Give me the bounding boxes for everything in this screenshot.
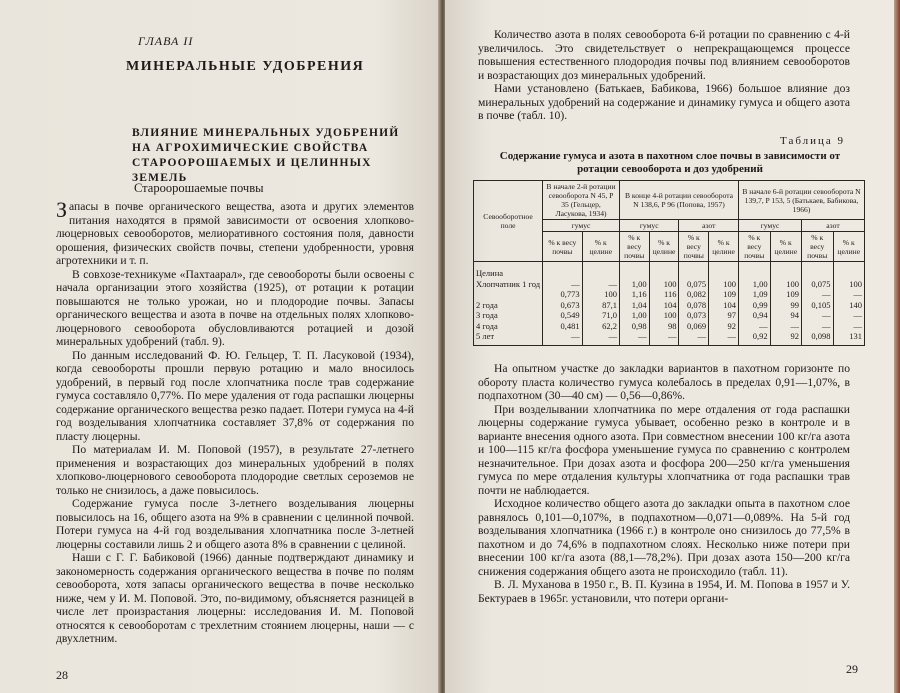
table-cell: 100 xyxy=(649,279,679,290)
group-header-1: В начале 2-й ротации севооборота N 45, P 35 (Гельцер, Ласукова, 1934) xyxy=(543,181,620,220)
table-cell: 71,0 xyxy=(582,310,619,321)
table-cell: 0,773 xyxy=(543,289,583,300)
table-cell: 104 xyxy=(649,300,679,311)
table-cell: — xyxy=(833,310,865,321)
table-cell xyxy=(582,262,619,279)
paragraph-3: На опытном участке до закладки вариантов в пахотном горизонте по обороту пласта количество гумуса колебалось в пределах 0,91—1,07%, в подпахотном (30—40 см) — 0,56—0,86%. xyxy=(478,362,850,402)
table-cell: 0,075 xyxy=(679,279,709,290)
table-label: Таблица 9 xyxy=(780,135,846,147)
table-row xyxy=(474,310,865,321)
humus-header: гумус xyxy=(543,220,620,232)
paragraph-3: По данным исследований Ф. Ю. Гельцер, Т. П. Ласуковой (1934), когда севообороты прошли первую ротацию и мало вносилось удобрений, в первый год после хлопчатника после трав содержание гумуса составляло 0,77%. По мере удаления от года распашки люцерны содержание органического вещества резко падает. Потери гумуса на 4-й год возделывания хлопчатника составляет 37,8% от содержания по пласту люцерны. xyxy=(56,348,414,443)
table-cell xyxy=(543,262,583,279)
table-cell xyxy=(679,262,709,279)
table-cell: 109 xyxy=(770,289,801,300)
table-cell: 0,098 xyxy=(801,331,833,345)
table-cell: 0,073 xyxy=(679,310,709,321)
humus-header: гумус xyxy=(619,220,679,232)
table-body xyxy=(474,262,865,346)
table-cell xyxy=(739,262,771,279)
table-cell: 99 xyxy=(770,300,801,311)
table-cell: 0,92 xyxy=(739,331,771,345)
row-label: Целина xyxy=(474,262,543,279)
stub-header: Севооборотное поле xyxy=(474,181,543,262)
row-label: 3 года xyxy=(474,310,543,321)
pct-weight-header: % к весу почвы xyxy=(543,232,583,262)
table-cell: — xyxy=(619,331,649,345)
right-page xyxy=(445,0,900,693)
table-cell: — xyxy=(739,321,771,332)
table-cell: 100 xyxy=(833,279,865,290)
table-cell: 1,00 xyxy=(619,279,649,290)
table-cell: — xyxy=(649,331,679,345)
table-cell: 0,549 xyxy=(543,310,583,321)
table-cell: 0,075 xyxy=(801,279,833,290)
paragraph-1: Количество азота в полях севооборота 6-й ротации по сравнению с 4-й увеличилось. Это свидетельствует о непрекращающемся процессе повышения естественного плодородия почвы под влиянием севооборотов и возрастающих доз минеральных удобрений. xyxy=(478,28,850,82)
table-cell: 0,98 xyxy=(619,321,649,332)
table-row xyxy=(474,279,865,290)
table-cell: — xyxy=(801,321,833,332)
table-row xyxy=(474,331,865,345)
table-cell: 1,00 xyxy=(739,279,771,290)
table-cell: 62,2 xyxy=(582,321,619,332)
table-row xyxy=(474,289,865,300)
table-9 xyxy=(473,180,865,346)
left-body-text xyxy=(56,197,414,646)
table-cell xyxy=(833,262,865,279)
table-cell: — xyxy=(543,331,583,345)
row-label: Хлопчатник 1 год xyxy=(474,279,543,290)
table-caption: Содержание гумуса и азота в пахотном слое почвы в зависимости от ротации севооборота и доз удобрений xyxy=(499,150,841,175)
paragraph-4: При возделывании хлопчатника по мере отдаления от года распашки люцерны содержание гумуса убывает, особенно резко в контроле и в варианте внесения одного азота. При совместном внесении 100 кг/га азота и 100—115 кг/га фосфора уменьшение гумуса по сравнению с контролем незначительное. При дозах азота и фосфора 200—250 кг/га уменьшения гумуса по мере отдаления культуры хлопчатника от года распашки трав почти не наблюдается. xyxy=(478,402,850,497)
table-cell: 131 xyxy=(833,331,865,345)
nitrogen-header: азот xyxy=(801,220,864,232)
paragraph-1: Запасы в почве органического вещества, азота и других элементов питания находятся в прямой зависимости от освоения хлопково-люцерновых севооборотов, мелиоративного состояния поля, давности орошения, физических свойств почвы, степени удобренности, уровня агротехники и т. п. xyxy=(56,197,414,267)
table-cell: 100 xyxy=(709,279,739,290)
section-title: ВЛИЯНИЕ МИНЕРАЛЬНЫХ УДОБРЕНИЙ НА АГРОХИМИЧЕСКИЕ СВОЙСТВА СТАРООРОШАЕМЫХ И ЦЕЛИННЫХ ЗЕМЕЛЬ xyxy=(132,127,400,184)
table-cell: 100 xyxy=(582,289,619,300)
table-cell: 100 xyxy=(770,279,801,290)
paragraph-5: Исходное количество общего азота до закладки опыта в пахотном слое равнялось 0,101—0,107%, в подпахотном—0,071—0,089%. На 5-й год возделывания хлопчатника (1966 г.) в контроле оно снизилось до 77,5% в пахотном и до 74,6% в подпахотном слоях. Несколько ниже потери при внесении 100 кг/га азота (88,1—78,2%). При дозах азота 150—200 кг/га снижения содержания общего азота не происходило (табл. 11). xyxy=(478,497,850,578)
table-cell: 1,04 xyxy=(619,300,649,311)
table-cell xyxy=(770,262,801,279)
table-cell: 0,105 xyxy=(801,300,833,311)
pct-virgin-header: % к целине xyxy=(582,232,619,262)
row-label: 2 года xyxy=(474,300,543,311)
table-cell: 87,1 xyxy=(582,300,619,311)
paragraph-5: Содержание гумуса после 3-летнего возделывания люцерны повысилось на 16, общего азота на 9% в сравнении с целинной почвой. Потери гумуса на 4-й год возделывания хлопчатника после 3-летней люцерны составили лишь 2 и общего азота 8% в сравнении с целиной. xyxy=(56,497,414,551)
table-cell: 0,082 xyxy=(679,289,709,300)
drop-cap: З xyxy=(56,197,68,222)
table-row xyxy=(474,321,865,332)
chapter-label: ГЛАВА II xyxy=(138,34,194,48)
row-label xyxy=(474,289,543,300)
table-cell: — xyxy=(709,331,739,345)
table-cell: — xyxy=(833,289,865,300)
table-cell: 109 xyxy=(709,289,739,300)
right-bottom-text xyxy=(478,362,850,605)
table-cell: 0,99 xyxy=(739,300,771,311)
row-label: 4 года xyxy=(474,321,543,332)
chapter-title: МИНЕРАЛЬНЫЕ УДОБРЕНИЯ xyxy=(126,59,365,74)
nitrogen-header: азот xyxy=(679,220,739,232)
table-cell: 92 xyxy=(770,331,801,345)
table-row xyxy=(474,262,865,279)
table-cell: — xyxy=(543,279,583,290)
right-top-text xyxy=(478,28,850,123)
table-cell: 97 xyxy=(709,310,739,321)
humus-header: гумус xyxy=(739,220,802,232)
table-cell: 0,673 xyxy=(543,300,583,311)
pct-weight-header: % к весу почвы xyxy=(801,232,833,262)
pct-weight-header: % к весу почвы xyxy=(679,232,709,262)
paragraph-4: По материалам И. М. Поповой (1957), в результате 27-летнего применения и возрастающих доз минеральных удобрений в полях хлопково-люцернового севооборота плодородие светлых сероземов не только не снизилось, а даже повысилось. xyxy=(56,443,414,497)
table-row xyxy=(474,300,865,311)
pct-virgin-header: % к целине xyxy=(770,232,801,262)
table-cell: 116 xyxy=(649,289,679,300)
table-cell: — xyxy=(582,279,619,290)
row-label: 5 лет xyxy=(474,331,543,345)
table-cell: 1,09 xyxy=(739,289,771,300)
table-cell xyxy=(619,262,649,279)
table-cell xyxy=(649,262,679,279)
table-cell xyxy=(801,262,833,279)
table-cell: 1,16 xyxy=(619,289,649,300)
group-header-3: В начале 6-й ротации севооборота N 139,7, P 153, 5 (Батькаев, Бабикова, 1966) xyxy=(739,181,865,220)
table-cell: — xyxy=(770,321,801,332)
table-cell: — xyxy=(833,321,865,332)
pct-weight-header: % к весу почвы xyxy=(739,232,771,262)
table-cell: — xyxy=(582,331,619,345)
table-cell: 0,069 xyxy=(679,321,709,332)
table-cell: — xyxy=(801,289,833,300)
subsection-title: Староорошаемые почвы xyxy=(134,181,264,195)
paragraph-2: В совхозе-техникуме «Пахтаарал», где севообороты были освоены с начала организации этого хозяйства (1925), от ротации к ротации повышаются не только урожаи, но и плодородие почвы. Запасы органического вещества и азота в почве на отдельных полях хлопково-люцернового севооборота обусловливаются ротацией и дозой минеральных удобрений (табл. 9). xyxy=(56,267,414,348)
table-cell: 100 xyxy=(649,310,679,321)
pct-virgin-header: % к целине xyxy=(649,232,679,262)
pct-virgin-header: % к целине xyxy=(833,232,865,262)
pct-virgin-header: % к целине xyxy=(709,232,739,262)
paragraph-2: Нами установлено (Батькаев, Бабикова, 1966) большое влияние доз минеральных удобрений на содержание и динамику гумуса и общего азота в почве (табл. 10). xyxy=(478,82,850,122)
table-cell xyxy=(709,262,739,279)
paragraph-6: В. Л. Муханова в 1950 г., В. П. Кузина в 1954, И. М. Попова в 1957 и У. Бектураев в 1965г. установили, что потери органи- xyxy=(478,578,850,605)
pct-weight-header: % к весу почвы xyxy=(619,232,649,262)
table-cell: 0,94 xyxy=(739,310,771,321)
page-number-right: 29 xyxy=(846,662,858,676)
page-edge xyxy=(894,0,900,693)
left-page xyxy=(0,0,440,693)
group-header-2: В конце 4-й ротации севооборота N 138,6, P 96 (Попова, 1957) xyxy=(619,181,738,220)
table-cell: 0,078 xyxy=(679,300,709,311)
paragraph-6: Наши с Г. Г. Бабиковой (1966) данные подтверждают динамику и закономерность содержания органического вещества в почве по полям севооборота, хотя запасы органического вещества в почве несколько ниже, чем у И. М. Поповой. Это, по-видимому, объясняется разницей в числе лет произрастания люцерны: исследования И. М. Поповой относятся к севооборотам с трехлетним стоянием люцерны, наши — с двухлетним. xyxy=(56,551,414,645)
table-cell: — xyxy=(679,331,709,345)
table-cell: 1,00 xyxy=(619,310,649,321)
table-cell: 92 xyxy=(709,321,739,332)
page-number-left: 28 xyxy=(56,668,68,682)
table-cell: 140 xyxy=(833,300,865,311)
table-cell: 98 xyxy=(649,321,679,332)
table-cell: 0,481 xyxy=(543,321,583,332)
table-cell: — xyxy=(801,310,833,321)
table-cell: 104 xyxy=(709,300,739,311)
table-cell: 94 xyxy=(770,310,801,321)
